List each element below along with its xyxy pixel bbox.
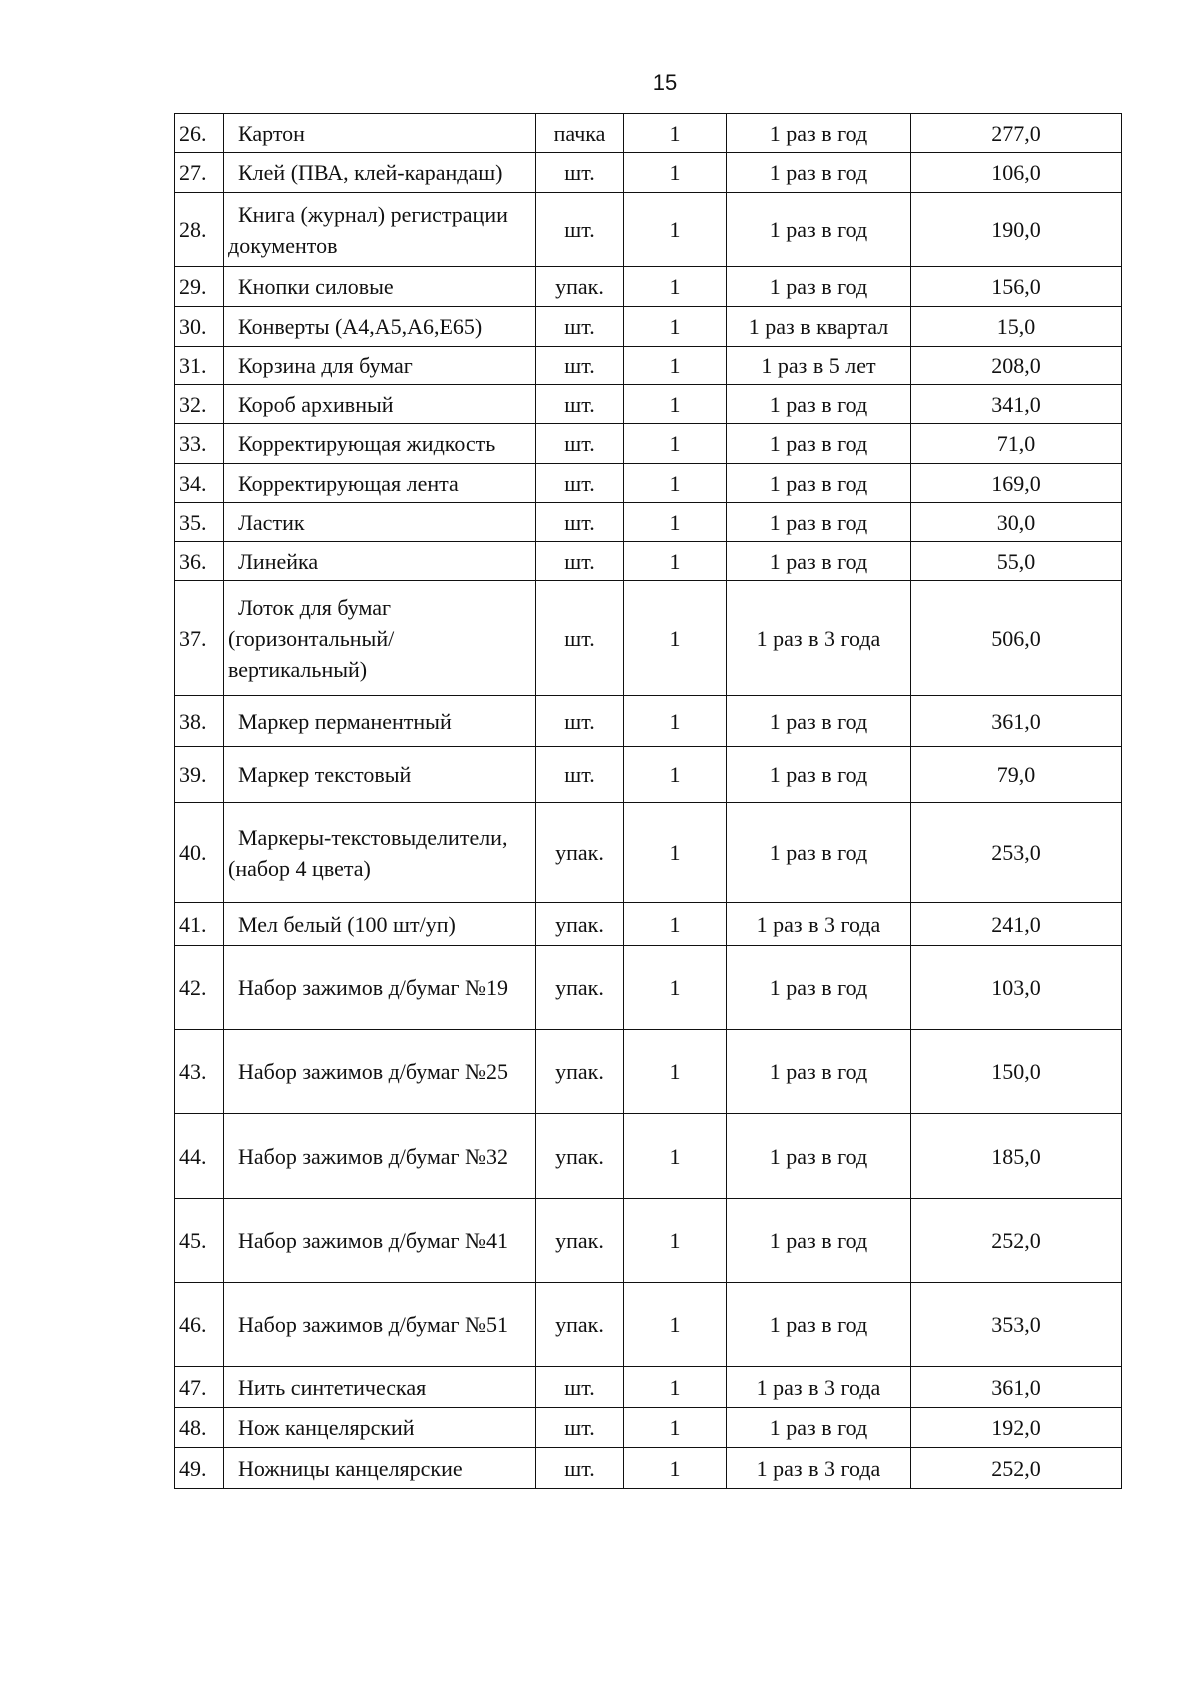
quantity-cell: 1 (624, 946, 727, 1030)
table-row (175, 464, 1122, 503)
quantity-cell: 1 (624, 114, 727, 153)
table-row (175, 1408, 1122, 1448)
row-number-cell: 27. (175, 153, 224, 193)
frequency-cell: 1 раз в 3 года (727, 1367, 911, 1408)
unit-cell: шт. (536, 464, 624, 503)
row-number-cell: 48. (175, 1408, 224, 1448)
frequency-cell: 1 раз в год (727, 1408, 911, 1448)
item-name-cell (224, 193, 536, 267)
quantity-cell: 1 (624, 424, 727, 464)
row-number-cell: 40. (175, 803, 224, 903)
item-name-text: Набор зажимов д/бумаг №19 (238, 975, 509, 1000)
item-name-text: Нож канцелярский (238, 1415, 415, 1440)
price-cell: 241,0 (911, 903, 1122, 946)
quantity-cell: 1 (624, 503, 727, 542)
unit-cell: упак. (536, 267, 624, 307)
item-name-text: Книга (журнал) регистрации документов (228, 201, 508, 258)
frequency-cell: 1 раз в год (727, 747, 911, 803)
quantity-cell: 1 (624, 803, 727, 903)
frequency-cell: 1 раз в год (727, 1199, 911, 1283)
quantity-cell: 1 (624, 903, 727, 946)
table-row (175, 1283, 1122, 1367)
price-cell: 506,0 (911, 581, 1122, 696)
quantity-cell: 1 (624, 1367, 727, 1408)
item-name-text: Нить синтетическая (238, 1374, 427, 1400)
quantity-cell: 1 (624, 542, 727, 581)
supplies-table-body (175, 114, 1122, 1489)
unit-cell: шт. (536, 542, 624, 581)
table-row (175, 114, 1122, 153)
price-cell: 156,0 (911, 267, 1122, 307)
unit-cell: упак. (536, 803, 624, 903)
item-name-text: Клей (ПВА, клей-карандаш) (238, 160, 503, 185)
unit-cell: упак. (536, 903, 624, 946)
row-number-cell: 38. (175, 696, 224, 747)
unit-cell: шт. (536, 1448, 624, 1489)
page-number: 15 (652, 70, 678, 95)
table-row (175, 307, 1122, 347)
quantity-cell: 1 (624, 347, 727, 385)
price-cell: 192,0 (911, 1408, 1122, 1448)
quantity-cell: 1 (624, 581, 727, 696)
price-cell: 361,0 (911, 1367, 1122, 1408)
row-number-cell: 47. (175, 1367, 224, 1408)
item-name-cell (224, 696, 536, 747)
unit-cell: упак. (536, 946, 624, 1030)
frequency-cell: 1 раз в год (727, 464, 911, 503)
table-row (175, 1030, 1122, 1114)
item-name-text: Мел белый (100 шт/уп) (238, 911, 456, 937)
frequency-cell: 1 раз в год (727, 1030, 911, 1114)
item-name-text: Корзина для бумаг (238, 353, 413, 378)
item-name-cell (224, 1114, 536, 1199)
frequency-cell: 1 раз в 3 года (727, 581, 911, 696)
item-name-cell (224, 503, 536, 542)
quantity-cell: 1 (624, 1448, 727, 1489)
price-cell: 71,0 (911, 424, 1122, 464)
quantity-cell: 1 (624, 1199, 727, 1283)
price-cell: 252,0 (911, 1448, 1122, 1489)
item-name-text: Линейка (238, 548, 319, 574)
item-name-cell (224, 153, 536, 193)
quantity-cell: 1 (624, 1030, 727, 1114)
row-number-cell: 26. (175, 114, 224, 153)
row-number-cell: 28. (175, 193, 224, 267)
item-name-text: Конверты (А4,А5,А6,Е65) (238, 314, 483, 339)
row-number-cell: 36. (175, 542, 224, 581)
table-row (175, 193, 1122, 267)
row-number-cell: 29. (175, 267, 224, 307)
row-number-cell: 30. (175, 307, 224, 347)
frequency-cell: 1 раз в год (727, 803, 911, 903)
quantity-cell: 1 (624, 193, 727, 267)
item-name-cell (224, 267, 536, 307)
row-number-cell: 45. (175, 1199, 224, 1283)
unit-cell: шт. (536, 1408, 624, 1448)
item-name-cell (224, 1448, 536, 1489)
item-name-text: Набор зажимов д/бумаг №41 (238, 1228, 509, 1253)
price-cell: 169,0 (911, 464, 1122, 503)
item-name-text: Набор зажимов д/бумаг №25 (238, 1059, 509, 1084)
price-cell: 150,0 (911, 1030, 1122, 1114)
table-row (175, 946, 1122, 1030)
frequency-cell: 1 раз в год (727, 385, 911, 424)
unit-cell: упак. (536, 1199, 624, 1283)
row-number-cell: 46. (175, 1283, 224, 1367)
unit-cell: шт. (536, 347, 624, 385)
item-name-text: Ластик (238, 509, 305, 535)
table-row (175, 1367, 1122, 1408)
price-cell: 353,0 (911, 1283, 1122, 1367)
row-number-cell: 41. (175, 903, 224, 946)
row-number-cell: 34. (175, 464, 224, 503)
table-row (175, 803, 1122, 903)
item-name-cell (224, 114, 536, 153)
item-name-text: Картон (238, 120, 305, 146)
unit-cell: шт. (536, 385, 624, 424)
supplies-table (174, 113, 1122, 1489)
unit-cell: шт. (536, 747, 624, 803)
row-number-cell: 44. (175, 1114, 224, 1199)
unit-cell: упак. (536, 1114, 624, 1199)
row-number-cell: 39. (175, 747, 224, 803)
frequency-cell: 1 раз в год (727, 193, 911, 267)
item-name-cell (224, 385, 536, 424)
table-row (175, 385, 1122, 424)
quantity-cell: 1 (624, 1408, 727, 1448)
item-name-text: Маркер перманентный (238, 708, 452, 734)
frequency-cell: 1 раз в год (727, 267, 911, 307)
unit-cell: упак. (536, 1283, 624, 1367)
row-number-cell: 37. (175, 581, 224, 696)
price-cell: 277,0 (911, 114, 1122, 153)
row-number-cell: 42. (175, 946, 224, 1030)
quantity-cell: 1 (624, 267, 727, 307)
quantity-cell: 1 (624, 385, 727, 424)
item-name-text: Набор зажимов д/бумаг №51 (238, 1312, 509, 1337)
quantity-cell: 1 (624, 464, 727, 503)
unit-cell: шт. (536, 193, 624, 267)
item-name-cell (224, 803, 536, 903)
item-name-cell (224, 307, 536, 347)
frequency-cell: 1 раз в год (727, 1114, 911, 1199)
item-name-cell (224, 1408, 536, 1448)
frequency-cell: 1 раз в 3 года (727, 1448, 911, 1489)
row-number-cell: 33. (175, 424, 224, 464)
item-name-text: Ножницы канцелярские (238, 1455, 463, 1481)
frequency-cell: 1 раз в год (727, 503, 911, 542)
item-name-text: Лоток для бумаг (горизонтальный/ вертикальный) (228, 594, 395, 682)
quantity-cell: 1 (624, 696, 727, 747)
item-name-text: Набор зажимов д/бумаг №32 (238, 1143, 509, 1169)
table-row (175, 903, 1122, 946)
item-name-cell (224, 1030, 536, 1114)
frequency-cell: 1 раз в 3 года (727, 903, 911, 946)
table-row (175, 267, 1122, 307)
table-row (175, 424, 1122, 464)
price-cell: 208,0 (911, 347, 1122, 385)
quantity-cell: 1 (624, 1283, 727, 1367)
row-number-cell: 49. (175, 1448, 224, 1489)
price-cell: 252,0 (911, 1199, 1122, 1283)
item-name-text: Корректирующая жидкость (238, 431, 496, 456)
frequency-cell: 1 раз в год (727, 696, 911, 747)
table-row (175, 347, 1122, 385)
frequency-cell: 1 раз в 5 лет (727, 347, 911, 385)
item-name-cell (224, 1367, 536, 1408)
item-name-text: Корректирующая лента (238, 470, 459, 496)
unit-cell: шт. (536, 503, 624, 542)
unit-cell: шт. (536, 1367, 624, 1408)
price-cell: 185,0 (911, 1114, 1122, 1199)
quantity-cell: 1 (624, 307, 727, 347)
item-name-cell (224, 903, 536, 946)
item-name-text: Маркеры-текстовыделители, (набор 4 цвета) (228, 824, 508, 881)
price-cell: 103,0 (911, 946, 1122, 1030)
row-number-cell: 32. (175, 385, 224, 424)
table-row (175, 1448, 1122, 1489)
table-row (175, 503, 1122, 542)
item-name-text: Короб архивный (238, 391, 394, 417)
row-number-cell: 35. (175, 503, 224, 542)
item-name-cell (224, 946, 536, 1030)
table-row (175, 747, 1122, 803)
frequency-cell: 1 раз в год (727, 946, 911, 1030)
table-row (175, 1114, 1122, 1199)
row-number-cell: 31. (175, 347, 224, 385)
item-name-cell (224, 1283, 536, 1367)
frequency-cell: 1 раз в год (727, 542, 911, 581)
price-cell: 190,0 (911, 193, 1122, 267)
price-cell: 79,0 (911, 747, 1122, 803)
frequency-cell: 1 раз в год (727, 424, 911, 464)
unit-cell: шт. (536, 696, 624, 747)
table-row (175, 153, 1122, 193)
table-row (175, 581, 1122, 696)
frequency-cell: 1 раз в год (727, 153, 911, 193)
price-cell: 15,0 (911, 307, 1122, 347)
price-cell: 361,0 (911, 696, 1122, 747)
price-cell: 55,0 (911, 542, 1122, 581)
table-row (175, 696, 1122, 747)
item-name-text: Кнопки силовые (238, 274, 394, 299)
table-row (175, 542, 1122, 581)
unit-cell: пачка (536, 114, 624, 153)
item-name-cell (224, 747, 536, 803)
frequency-cell: 1 раз в год (727, 114, 911, 153)
item-name-text: Маркер текстовый (238, 762, 412, 787)
unit-cell: шт. (536, 581, 624, 696)
quantity-cell: 1 (624, 1114, 727, 1199)
unit-cell: шт. (536, 153, 624, 193)
price-cell: 30,0 (911, 503, 1122, 542)
table-row (175, 1199, 1122, 1283)
unit-cell: шт. (536, 424, 624, 464)
unit-cell: шт. (536, 307, 624, 347)
quantity-cell: 1 (624, 153, 727, 193)
frequency-cell: 1 раз в год (727, 1283, 911, 1367)
item-name-cell (224, 464, 536, 503)
item-name-cell (224, 424, 536, 464)
frequency-cell: 1 раз в квартал (727, 307, 911, 347)
unit-cell: упак. (536, 1030, 624, 1114)
price-cell: 341,0 (911, 385, 1122, 424)
row-number-cell: 43. (175, 1030, 224, 1114)
price-cell: 106,0 (911, 153, 1122, 193)
item-name-cell (224, 542, 536, 581)
price-cell: 253,0 (911, 803, 1122, 903)
item-name-cell (224, 347, 536, 385)
item-name-cell (224, 1199, 536, 1283)
quantity-cell: 1 (624, 747, 727, 803)
item-name-cell (224, 581, 536, 696)
